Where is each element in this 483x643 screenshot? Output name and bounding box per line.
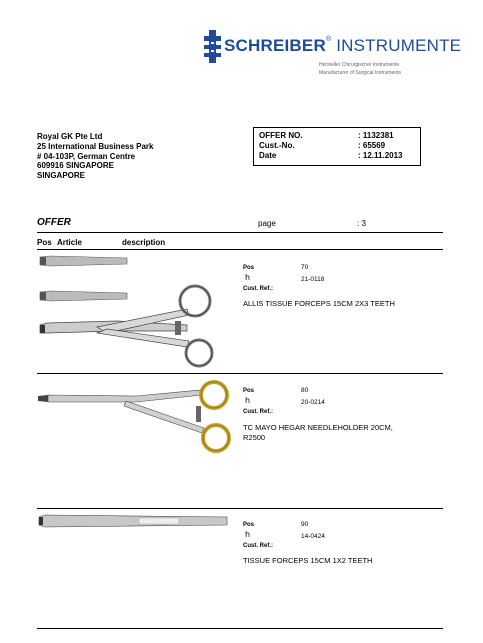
offer-no-label: OFFER NO. [259, 131, 303, 140]
pos-number: 70 [301, 264, 309, 271]
page-label: page [258, 219, 276, 228]
pos-label: Pos [243, 265, 255, 271]
cust-ref-label: Cust. Ref.: [243, 543, 273, 549]
divider [37, 508, 443, 509]
brand-registered: ® [325, 36, 332, 43]
cust-ref-label: Cust. Ref.: [243, 409, 273, 415]
column-header-pos: Pos [37, 238, 52, 247]
offer-info-box [253, 127, 421, 166]
tissue-forceps-image [37, 512, 237, 532]
article-number: 20-0214 [301, 399, 325, 406]
logo-icon [204, 30, 221, 63]
item-description-line2: R2500 [243, 433, 266, 442]
item-description: TISSUE FORCEPS 15CM 1X2 TEETH [243, 556, 373, 565]
address-line: 609916 SINGAPORE [37, 161, 114, 171]
tagline-en: Manufacturer of Surgical Instruments [319, 70, 401, 76]
item-description: TC MAYO HEGAR NEEDLEHOLDER 20CM, [243, 423, 393, 432]
article-number: 14-0424 [301, 533, 325, 540]
pos-label: Pos [243, 388, 255, 394]
brand-light: INSTRUMENTE [336, 36, 462, 55]
allis-forceps-image [37, 253, 237, 368]
brand-name [224, 36, 461, 56]
cust-no-value: : 65569 [358, 141, 386, 150]
cust-ref-label: Cust. Ref.: [243, 286, 273, 292]
address-line: Royal GK Pte Ltd [37, 132, 103, 141]
needleholder-image [36, 376, 246, 456]
date-label: Date [259, 151, 277, 160]
address-line: SINGAPORE [37, 171, 86, 181]
offer-no-value: : 1132381 [358, 131, 394, 140]
brand-bold: SCHREIBER [224, 36, 326, 55]
divider [37, 232, 443, 233]
offer-title: OFFER [37, 217, 71, 228]
pos-number: 90 [301, 521, 309, 528]
recipient-address [37, 132, 154, 181]
divider [37, 373, 443, 374]
cust-no-label: Cust.-No. [259, 141, 295, 150]
column-header-article: Article [57, 238, 82, 247]
article-number: 21-0118 [301, 276, 325, 283]
unit-symbol: h [245, 530, 251, 539]
page-number: : 3 [357, 219, 366, 228]
unit-symbol: h [245, 396, 251, 405]
item-description: ALLIS TISSUE FORCEPS 15CM 2X3 TEETH [243, 299, 395, 308]
divider [37, 628, 443, 629]
unit-symbol: h [245, 273, 251, 282]
pos-label: Pos [243, 522, 255, 528]
address-line: # 04-103P, German Centre [37, 151, 136, 161]
column-header-description: description [122, 238, 166, 247]
tagline-de: Hersteller Chirurgischer Instrumente [319, 62, 400, 68]
divider [37, 249, 443, 250]
pos-number: 80 [301, 387, 309, 394]
date-value: : 12.11.2013 [358, 151, 403, 160]
address-line: 25 International Business Park [37, 141, 154, 151]
